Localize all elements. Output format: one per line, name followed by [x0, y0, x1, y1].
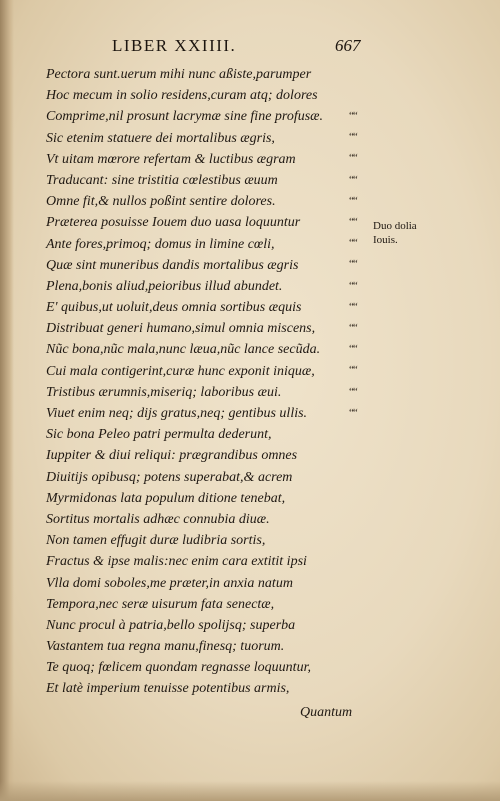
verse-line: Myrmidonas lata populum ditione tenebat, [46, 490, 286, 506]
verse-line: Vlla domi soboles,me præter,in anxia natum [46, 575, 293, 591]
marginal-quote-mark: ““ [349, 386, 357, 398]
verse-line: Comprime,nil prosunt lacrymæ sine fine profusæ. [46, 109, 324, 125]
marginal-quote-mark: ““ [349, 216, 357, 228]
verse-line: Quæ sint muneribus dandis mortalibus ægris [46, 257, 299, 273]
verse-line: Fractus & ipse malis:nec enim cara extitit ipsi [46, 554, 307, 570]
catchword: Quantum [300, 705, 353, 720]
verse-line: Pectora sunt.uerum mihi nunc aßiste,parumper [46, 67, 312, 82]
verse-line: Nunc procul à patria,bello spolijsq; superba [46, 617, 296, 633]
marginal-quote-mark: ““ [349, 152, 357, 164]
verse-line: Præterea posuisse Iouem duo uasa loquuntur [46, 215, 301, 231]
verse-line: Vt uitam mœrore refertam & luctibus ægram [46, 151, 296, 167]
verse-line: Sortitus mortalis adhæc connubia diuæ. [46, 511, 270, 527]
verse-line: Sic etenim statuere dei mortalibus ægris, [46, 130, 275, 146]
page-shadow-bottom [0, 781, 500, 801]
verse-line: Et latè imperium tenuisse potentibus armis, [46, 681, 290, 697]
marginal-quote-mark: ““ [349, 364, 357, 376]
verse-line: Hoc mecum in solio residens,curam atq; dolores [46, 88, 318, 104]
marginal-note-line: Iouis. [373, 234, 398, 246]
verse-line: E' quibus,ut uoluit,deus omnia sortibus æquis [46, 300, 302, 316]
running-head: LIBER XXIIII. [112, 36, 237, 55]
marginal-note [373, 219, 417, 247]
verse-line: Ante fores,primoq; domus in limine cœli, [46, 236, 275, 252]
marginal-quote-mark: ““ [349, 343, 357, 355]
verse-line: Traducant: sine tristitia cœlestibus æuum [46, 172, 278, 188]
verse-line: Distribuat generi humano,simul omnia miscens, [46, 321, 316, 337]
page-shadow-left [0, 0, 14, 801]
marginal-quote-mark: ““ [349, 110, 357, 122]
marginal-note-line: Duo dolia [373, 220, 417, 232]
verse-line: Tristibus ærumnis,miseriq; laboribus æui. [46, 384, 282, 400]
verse-line: Viuet enim neq; dijs gratus,neq; gentibus ullis. [46, 406, 308, 421]
marginal-quote-mark: ““ [349, 258, 357, 270]
verse-line: Diuitijs opibusq; potens superabat,& acrem [46, 469, 293, 485]
verse-line: Tempora,nec seræ uisurum fata senectæ, [46, 596, 275, 612]
verse-line: Cui mala contigerint,curæ hunc exponit iniquæ, [46, 363, 315, 379]
verse-line: Omne fit,& nullos poßint sentire dolores. [46, 194, 276, 210]
page-header [0, 36, 500, 60]
marginal-quote-mark: ““ [349, 301, 357, 313]
verse-line: Vastantem tua regna manu,finesq; tuorum. [46, 639, 285, 655]
verse-line: Nũc bona,nũc mala,nunc læua,nũc lance secũda. [46, 342, 321, 358]
marginal-quote-mark: ““ [349, 407, 357, 419]
verse-line: Iuppiter & diui reliqui: prægrandibus omnes [46, 448, 298, 464]
marginal-quote-mark: ““ [349, 322, 357, 334]
verse-line: Sic bona Peleo patri permulta dederunt, [46, 427, 272, 443]
verse-line: Plena,bonis aliud,peioribus illud abundet. [46, 278, 283, 294]
marginal-quote-mark: ““ [349, 195, 357, 207]
marginal-quote-mark: ““ [349, 174, 357, 186]
marginal-quote-mark: ““ [349, 280, 357, 292]
marginal-quote-mark: ““ [349, 131, 357, 143]
verse-text-block [46, 64, 346, 700]
verse-line: Non tamen effugit duræ ludibria sortis, [46, 533, 266, 549]
page-number: 667 [335, 36, 361, 55]
verse-line: Te quoq; fœlicem quondam regnasse loquuntur, [46, 660, 311, 676]
marginal-quote-mark: ““ [349, 237, 357, 249]
